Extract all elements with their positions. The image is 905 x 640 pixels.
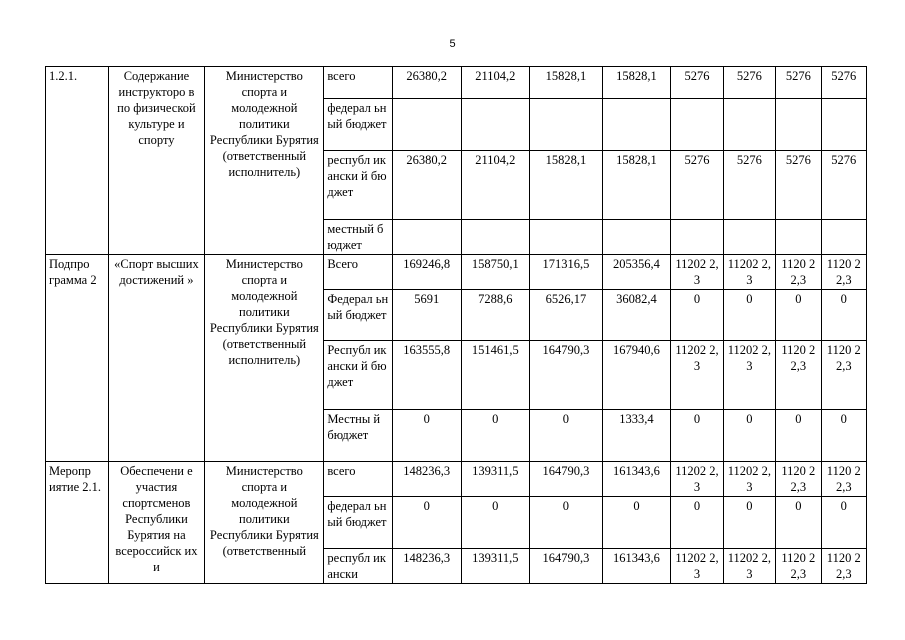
value-cell: 5276 <box>723 67 775 99</box>
value-cell: 167940,6 <box>602 341 671 410</box>
value-cell: 0 <box>821 497 866 549</box>
value-cell: 26380,2 <box>392 67 461 99</box>
row-1-2-1-executor: Министерство спорта и молодежной политики Республики Бурятия (ответственный исполнитель) <box>205 67 324 255</box>
value-cell: 5276 <box>821 67 866 99</box>
value-cell: 26380,2 <box>392 151 461 220</box>
row-1-2-1-code: 1.2.1. <box>46 67 109 255</box>
value-cell: 5276 <box>723 151 775 220</box>
value-cell: 15828,1 <box>602 67 671 99</box>
value-cell: 0 <box>530 410 603 462</box>
value-cell: 161343,6 <box>602 549 671 584</box>
value-cell <box>602 220 671 255</box>
value-cell: 6526,17 <box>530 290 603 341</box>
value-cell: 151461,5 <box>461 341 530 410</box>
value-cell: 0 <box>461 497 530 549</box>
value-cell: 36082,4 <box>602 290 671 341</box>
value-cell: 0 <box>671 290 723 341</box>
value-cell: 148236,3 <box>392 462 461 497</box>
value-cell: 0 <box>671 410 723 462</box>
value-cell <box>392 99 461 151</box>
value-cell: 11202 2,3 <box>723 255 775 290</box>
value-cell <box>530 220 603 255</box>
row-subprogram-2-name: «Спорт высших достижений » <box>108 255 205 462</box>
value-cell: 0 <box>461 410 530 462</box>
table-row <box>46 67 867 99</box>
value-cell: 1120 22,3 <box>776 255 821 290</box>
row-subprogram-2-executor: Министерство спорта и молодежной политики Республики Бурятия (ответственный исполнитель) <box>205 255 324 462</box>
value-cell: 1120 22,3 <box>821 255 866 290</box>
value-cell: 1120 22,3 <box>821 549 866 584</box>
value-cell <box>461 99 530 151</box>
funding-source-cell: всего <box>324 462 393 497</box>
value-cell: 0 <box>776 290 821 341</box>
value-cell <box>671 99 723 151</box>
value-cell: 169246,8 <box>392 255 461 290</box>
table-row <box>46 255 867 290</box>
value-cell <box>776 220 821 255</box>
value-cell: 0 <box>776 410 821 462</box>
value-cell: 0 <box>821 290 866 341</box>
funding-source-cell: всего <box>324 67 393 99</box>
value-cell <box>530 99 603 151</box>
value-cell: 0 <box>723 290 775 341</box>
value-cell: 158750,1 <box>461 255 530 290</box>
value-cell: 0 <box>821 410 866 462</box>
funding-source-cell: республ икански й бюджет <box>324 151 393 220</box>
funding-source-cell: Республ икански й бюджет <box>324 341 393 410</box>
value-cell: 11202 2,3 <box>723 462 775 497</box>
value-cell: 161343,6 <box>602 462 671 497</box>
value-cell: 11202 2,3 <box>723 549 775 584</box>
value-cell <box>723 220 775 255</box>
value-cell <box>821 220 866 255</box>
value-cell: 5276 <box>671 151 723 220</box>
value-cell: 148236,3 <box>392 549 461 584</box>
value-cell <box>602 99 671 151</box>
value-cell: 15828,1 <box>602 151 671 220</box>
value-cell: 1120 22,3 <box>821 462 866 497</box>
budget-table <box>45 66 867 584</box>
value-cell: 11202 2,3 <box>671 549 723 584</box>
funding-source-cell: Местны й бюджет <box>324 410 393 462</box>
funding-source-cell: республ икански <box>324 549 393 584</box>
value-cell: 11202 2,3 <box>671 341 723 410</box>
value-cell: 0 <box>723 410 775 462</box>
value-cell: 205356,4 <box>602 255 671 290</box>
value-cell: 164790,3 <box>530 462 603 497</box>
value-cell: 5276 <box>776 67 821 99</box>
value-cell: 0 <box>602 497 671 549</box>
value-cell: 1120 22,3 <box>821 341 866 410</box>
value-cell: 21104,2 <box>461 67 530 99</box>
value-cell: 5691 <box>392 290 461 341</box>
value-cell: 0 <box>392 497 461 549</box>
value-cell: 139311,5 <box>461 462 530 497</box>
value-cell: 0 <box>530 497 603 549</box>
value-cell: 139311,5 <box>461 549 530 584</box>
funding-source-cell: Федерал ьный бюджет <box>324 290 393 341</box>
value-cell: 164790,3 <box>530 549 603 584</box>
value-cell: 15828,1 <box>530 67 603 99</box>
value-cell: 15828,1 <box>530 151 603 220</box>
value-cell: 163555,8 <box>392 341 461 410</box>
value-cell: 1120 22,3 <box>776 549 821 584</box>
row-1-2-1-name: Содержание инструкторо в по физической культуре и спорту <box>108 67 205 255</box>
funding-source-cell: федерал ьный бюджет <box>324 99 393 151</box>
funding-source-cell: федерал ьный бюджет <box>324 497 393 549</box>
value-cell: 0 <box>776 497 821 549</box>
page-number: 5 <box>449 38 456 50</box>
value-cell: 11202 2,3 <box>671 462 723 497</box>
value-cell: 5276 <box>671 67 723 99</box>
value-cell: 1120 22,3 <box>776 462 821 497</box>
value-cell <box>461 220 530 255</box>
value-cell <box>392 220 461 255</box>
row-measure-2-1-code: Меропр иятие 2.1. <box>46 462 109 584</box>
value-cell: 5276 <box>821 151 866 220</box>
funding-source-cell: Всего <box>324 255 393 290</box>
value-cell: 0 <box>392 410 461 462</box>
value-cell: 1120 22,3 <box>776 341 821 410</box>
row-measure-2-1-executor: Министерство спорта и молодежной политики Республики Бурятия (ответственный <box>205 462 324 584</box>
value-cell <box>776 99 821 151</box>
value-cell <box>671 220 723 255</box>
value-cell <box>723 99 775 151</box>
value-cell: 11202 2,3 <box>671 255 723 290</box>
value-cell: 0 <box>671 497 723 549</box>
funding-source-cell: местный бюджет <box>324 220 393 255</box>
table-row <box>46 462 867 497</box>
value-cell: 5276 <box>776 151 821 220</box>
value-cell: 21104,2 <box>461 151 530 220</box>
row-subprogram-2-code: Подпро грамма 2 <box>46 255 109 462</box>
value-cell: 7288,6 <box>461 290 530 341</box>
value-cell: 171316,5 <box>530 255 603 290</box>
value-cell: 164790,3 <box>530 341 603 410</box>
row-measure-2-1-name: Обеспечени е участия спортсменов Республики Бурятия на всероссийск их и <box>108 462 205 584</box>
value-cell: 0 <box>723 497 775 549</box>
value-cell: 1333,4 <box>602 410 671 462</box>
value-cell <box>821 99 866 151</box>
value-cell: 11202 2,3 <box>723 341 775 410</box>
